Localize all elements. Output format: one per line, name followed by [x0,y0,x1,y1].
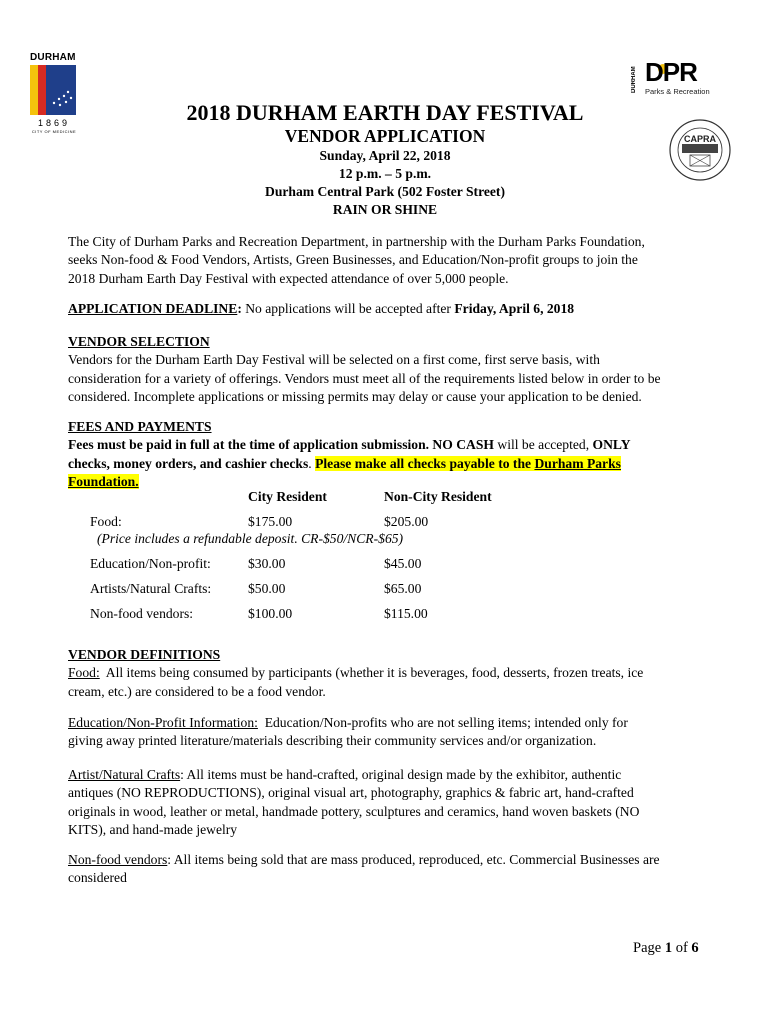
deadline-paragraph [68,300,708,318]
page-of: of [672,940,692,956]
col-non-city-resident: Non-City Resident [384,489,492,504]
intro-paragraph [68,233,708,288]
intro-line: The City of Durham Parks and Recreation Department, in partnership with the Durham Parks Foundation, [68,234,645,249]
selection-line: consideration for a variety of offerings. Vendors must meet all of the requirements listed below in order to be [68,370,661,386]
def-art-label: Artist/Natural Crafts [68,767,181,782]
fees-payable-note: Please make all checks payable to the [315,455,535,471]
deadline-date: Friday, April 6, 2018 [454,301,575,316]
fee-city: $50.00 [248,581,286,596]
fees-rule-only: ONLY [592,437,631,453]
fee-non-city: $115.00 [384,606,428,621]
def-edu-text: Education/Non-profits who are not selling items; intended only for [257,715,628,730]
def-food-text: All items being consumed by participants (whether it is beverages, food, desserts, frozen treats, ice [99,665,644,681]
section-heading: VENDOR SELECTION [68,334,210,349]
section-heading: FEES AND PAYMENTS [68,419,212,434]
deadline-text: No applications will be accepted after [241,301,455,316]
section-heading: VENDOR DEFINITIONS [68,647,221,662]
fee-row-label: Artists/Natural Crafts: [90,581,212,596]
dpr-tagline: Parks & Recreation [645,87,710,96]
col-city-resident: City Resident [248,489,327,504]
def-nonfood-label: Non-food vendors [68,852,168,867]
def-food-text: cream, etc.) are considered to be a food vendor. [68,683,326,699]
page-title: 2018 DURHAM EARTH DAY FESTIVAL [186,100,584,125]
fee-non-city: $45.00 [384,556,422,571]
fees-rule: Fees must be paid in full at the time of application submission. NO CASH [68,437,494,453]
capra-text: CAPRA [683,134,717,144]
fee-row-label: Non-food vendors: [90,606,194,621]
event-location: Durham Central Park (502 Foster Street) [265,184,505,199]
def-education [68,714,708,751]
durham-logo-word: DURHAM [30,52,76,63]
deadline-colon: : [237,301,242,316]
vendor-definitions-section [68,646,708,701]
intro-line: seeks Non-food & Food Vendors, Artists, Green Businesses, and Education/Non-profit groups to join the [68,252,638,268]
fee-row-label: Education/Non-profit: [90,556,211,571]
event-time: 12 p.m. – 5 p.m. [338,166,432,181]
def-nonfood-text: considered [68,870,127,886]
fees-rule-text: will be accepted, [493,437,593,453]
def-edu-text: giving away printed literature/materials describing their community services and/or organization. [68,733,597,749]
vendor-selection-section [68,333,708,406]
fee-city: $100.00 [248,606,293,621]
def-nonfood-text: : All items being sold that are mass produced, reproduced, etc. Commercial Businesses are [167,852,660,867]
durham-parks-recreation-logo [631,58,741,102]
def-art-text: antiques (NO REPRODUCTIONS), original visual art, photography, graphics & fabric art, hand-crafted [68,785,634,801]
event-date: Sunday, April 22, 2018 [319,148,451,163]
page-number [633,940,699,957]
deadline-label: APPLICATION DEADLINE [68,301,238,316]
dpr-side-text: DURHAM [631,66,637,94]
event-weather: RAIN OR SHINE [332,202,438,217]
fees-payment-types: checks, money orders, and cashier checks [68,455,309,471]
fees-section [68,418,708,491]
selection-line: considered. Incomplete applications or missing permits may delay or cause your application to be denied. [68,388,642,404]
def-edu-label: Education/Non-Profit Information: [68,715,258,730]
def-artist [68,766,708,839]
def-food-label: Food: [68,665,100,681]
page-subtitle: VENDOR APPLICATION [284,126,486,146]
fees-period: . [308,455,316,471]
def-art-text: : All items must be hand-crafted, original design made by the exhibitor, authentic [180,767,622,782]
fee-city: $30.00 [248,556,286,571]
fee-non-city: $65.00 [384,581,422,596]
durham-logo-year: 1869 [37,118,71,128]
food-fee-note: (Price includes a refundable deposit. CR-$50/NCR-$65) [97,531,404,546]
def-art-text: originals in wood, leather or metal, handmade pottery, sculptures and ceramics, hand woven baskets (NO [68,803,640,819]
fee-row-label: Food: [90,514,122,529]
durham-logo-tagline: CITY OF MEDICINE [31,129,77,134]
fee-non-city: $205.00 [384,514,429,529]
fees-payee-cont: Foundation. [68,473,139,489]
intro-line: 2018 Durham Earth Day Festival with expected attendance of over 5,000 people. [68,270,509,286]
page-current: 1 [664,940,673,956]
dpr-letters: DPR [645,57,697,87]
def-non-food [68,851,708,888]
page-word: Page [633,940,665,956]
page-total: 6 [691,940,699,956]
fees-payee: Durham Parks [534,455,621,471]
def-art-text: KITS), and hand-made jewelry [68,821,238,837]
selection-line: Vendors for the Durham Earth Day Festival will be selected on a first come, first serve basis, with [68,352,600,368]
fee-city: $175.00 [248,514,293,529]
